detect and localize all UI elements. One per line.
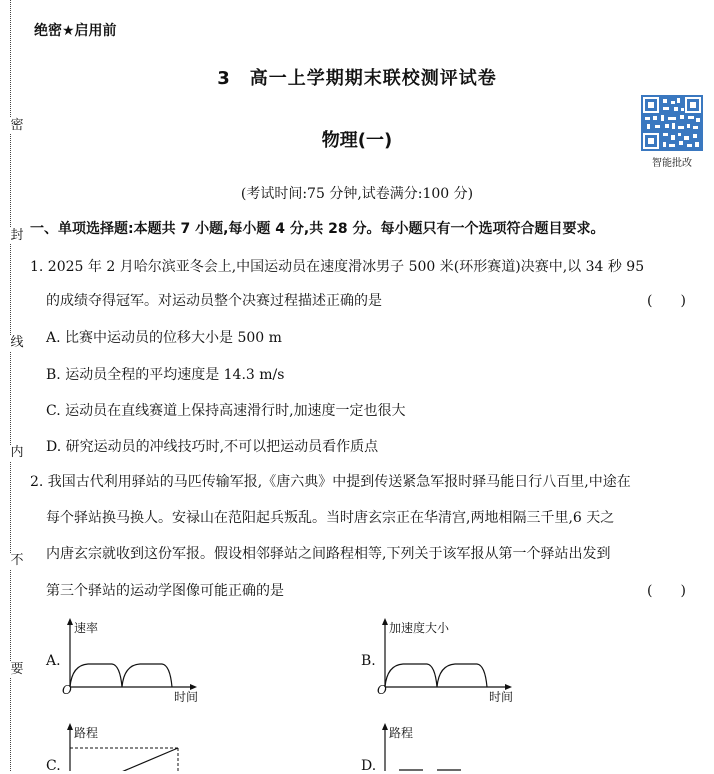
seal-char: 内 (10, 445, 24, 460)
graph-d[interactable] (375, 720, 525, 771)
graph-c-line (112, 748, 178, 771)
q1-option-d[interactable]: D. 研究运动员的冲线技巧时,不可以把运动员看作质点 (46, 439, 379, 455)
graph-c-ylabel: 路程 (74, 726, 99, 740)
q2-option-c-letter[interactable]: C. (46, 758, 61, 774)
q1-stem-line2: 的成绩夺得冠军。对运动员整个决赛过程描述正确的是 (46, 293, 382, 309)
graph-b-origin: O (377, 683, 387, 697)
graph-a-xlabel: 时间 (174, 690, 199, 704)
graph-a[interactable] (60, 615, 210, 695)
exam-info: (考试时间:75 分钟,试卷满分:100 分) (240, 186, 474, 202)
section-heading: 一、单项选择题:本题共 7 小题,每小题 4 分,共 28 分。每小题只有一个选项符合题目要求。 (30, 221, 605, 237)
q2-stem-line2: 每个驿站换马换人。安禄山在范阳起兵叛乱。当时唐玄宗正在华清宫,两地相隔三千里,6 天之 (46, 510, 615, 526)
graph-a-x-arrow-icon (190, 684, 197, 690)
qr-pattern-icon (641, 95, 703, 151)
subject-title: 物理(一) (321, 130, 393, 151)
graph-c[interactable] (60, 720, 210, 771)
q2-stem-line4: 第三个驿站的运动学图像可能正确的是 (46, 583, 284, 599)
exam-title: 3 高一上学期期末联校测评试卷 (217, 68, 497, 89)
seal-char: 封 (10, 228, 24, 243)
seal-char: 不 (10, 553, 24, 568)
seal-char: 要 (10, 662, 24, 677)
q2-stem-line1: 2. 我国古代利用驿站的马匹传输军报,《唐六典》中提到传送紧急军报时驿马能日行八百里,中途在 (30, 474, 631, 490)
seal-line (10, 0, 24, 771)
graph-b-x-arrow-icon (505, 684, 512, 690)
graph-a-y-arrow-icon (67, 618, 73, 625)
graph-a-ylabel: 速率 (74, 621, 99, 635)
graph-b-xlabel: 时间 (489, 690, 514, 704)
graph-a-curve (70, 664, 172, 687)
q2-option-a-letter[interactable]: A. (46, 653, 61, 669)
graph-b-ylabel: 加速度大小 (389, 621, 450, 635)
q1-option-b[interactable]: B. 运动员全程的平均速度是 14.3 m/s (46, 367, 285, 383)
q1-option-c[interactable]: C. 运动员在直线赛道上保持高速滑行时,加速度一定也很大 (46, 403, 406, 419)
graph-c-y-arrow-icon (67, 723, 73, 730)
graph-a-origin: O (62, 683, 72, 697)
seal-char: 线 (10, 335, 24, 350)
graph-b[interactable] (375, 615, 525, 695)
qr-label: 智能批改 (652, 158, 692, 169)
q1-stem-line1: 1. 2025 年 2 月哈尔滨亚冬会上,中国运动员在速度滑冰男子 500 米(环形赛道)决赛中,以 34 秒 95 (30, 259, 645, 275)
seal-char: 密 (10, 118, 24, 133)
graph-d-y-arrow-icon (382, 723, 388, 730)
q2-answer-bracket[interactable]: ( ) (647, 583, 686, 599)
q1-answer-bracket[interactable]: ( ) (647, 293, 686, 309)
q1-option-a[interactable]: A. 比赛中运动员的位移大小是 500 m (46, 330, 282, 346)
q2-option-d-letter[interactable]: D. (361, 758, 377, 774)
graph-b-curve (385, 664, 487, 687)
qr-code[interactable] (641, 95, 703, 151)
graph-d-ylabel: 路程 (389, 726, 414, 740)
graph-b-y-arrow-icon (382, 618, 388, 625)
q2-option-b-letter[interactable]: B. (361, 653, 376, 669)
q2-stem-line3: 内唐玄宗就收到这份军报。假设相邻驿站之间路程相等,下列关于该军报从第一个驿站出发到 (46, 546, 611, 562)
secret-label: 绝密★启用前 (34, 23, 117, 39)
